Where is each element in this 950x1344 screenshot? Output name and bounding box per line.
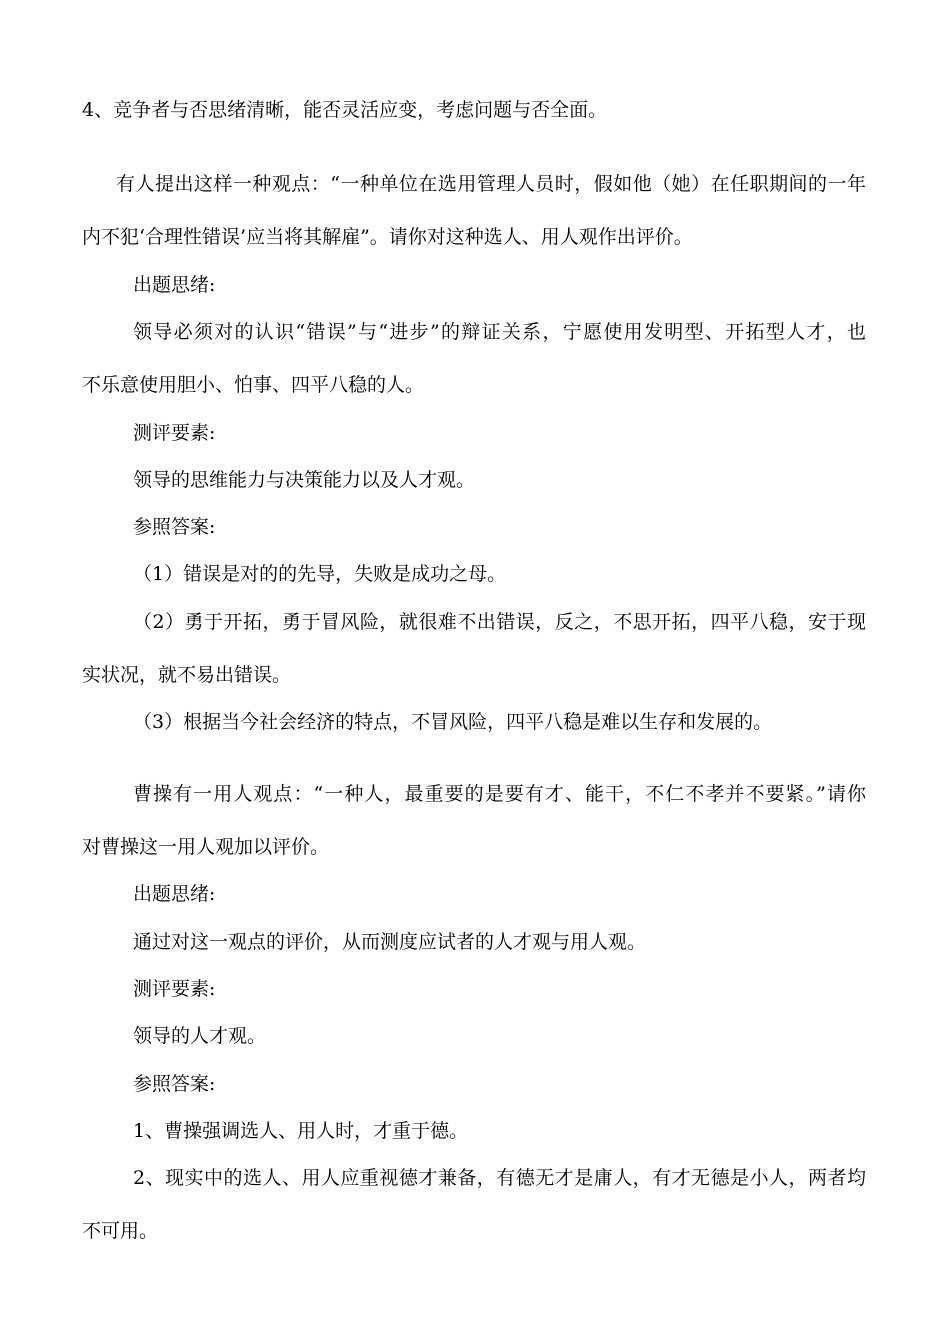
- question-1-rationale-line-2: 不乐意使用胆小、怕事、四平八稳的人。: [82, 374, 425, 396]
- question-1-rationale-heading: 出题思绪:: [133, 274, 216, 296]
- question-2-rationale-text: 通过对这一观点的评价，从而测度应试者的人才观与用人观。: [133, 931, 647, 953]
- question-1-paragraph-line-2: 内不犯‘合理性错误’应当将其解雇”。请你对这种选人、用人观作出评价。: [82, 226, 693, 248]
- question-2-paragraph-line-1: 曹操有一用人观点：“一种人，最重要的是要有才、能干，不仁不孝并不要紧。”请你: [133, 783, 866, 805]
- question-2-answer-2-line-1: 2、现实中的选人、用人应重视德才兼备，有德无才是庸人，有才无德是小人，两者均: [133, 1167, 866, 1189]
- question-2-paragraph-line-2: 对曹操这一用人观加以评价。: [82, 836, 330, 858]
- question-1-criteria-text: 领导的思维能力与决策能力以及人才观。: [133, 469, 476, 491]
- question-2-answer-heading: 参照答案:: [133, 1073, 216, 1095]
- question-1-rationale-line-1: 领导必须对的认识“错误”与“进步”的辩证关系，宁愿使用发明型、开拓型人才，也: [133, 321, 866, 343]
- criterion-item-4: 4、竞争者与否思绪清晰，能否灵活应变，考虑问题与否全面。: [82, 99, 608, 121]
- question-1-paragraph-line-1: 有人提出这样一种观点：“一种单位在选用管理人员时，假如他（她）在任职期间的一年: [116, 173, 866, 195]
- question-2-criteria-text: 领导的人才观。: [133, 1025, 267, 1047]
- question-1-answer-2-line-1: （2）勇于开拓，勇于冒风险，就很难不出错误，反之，不思开拓，四平八稳，安于现: [133, 611, 866, 633]
- question-2-criteria-heading: 测评要素:: [133, 978, 216, 1000]
- question-2-answer-1: 1、曹操强调选人、用人时，才重于德。: [133, 1120, 469, 1142]
- question-1-criteria-heading: 测评要素:: [133, 422, 216, 444]
- question-1-answer-heading: 参照答案:: [133, 516, 216, 538]
- question-1-answer-1: （1）错误是对的的先导，失败是成功之母。: [133, 563, 507, 585]
- question-1-answer-2-line-2: 实状况，就不易出错误。: [82, 664, 292, 686]
- question-1-answer-3: （3）根据当今社会经济的特点，不冒风险，四平八稳是难以生存和发展的。: [133, 711, 773, 733]
- question-2-answer-2-line-2: 不可用。: [82, 1220, 159, 1242]
- question-2-rationale-heading: 出题思绪:: [133, 883, 216, 905]
